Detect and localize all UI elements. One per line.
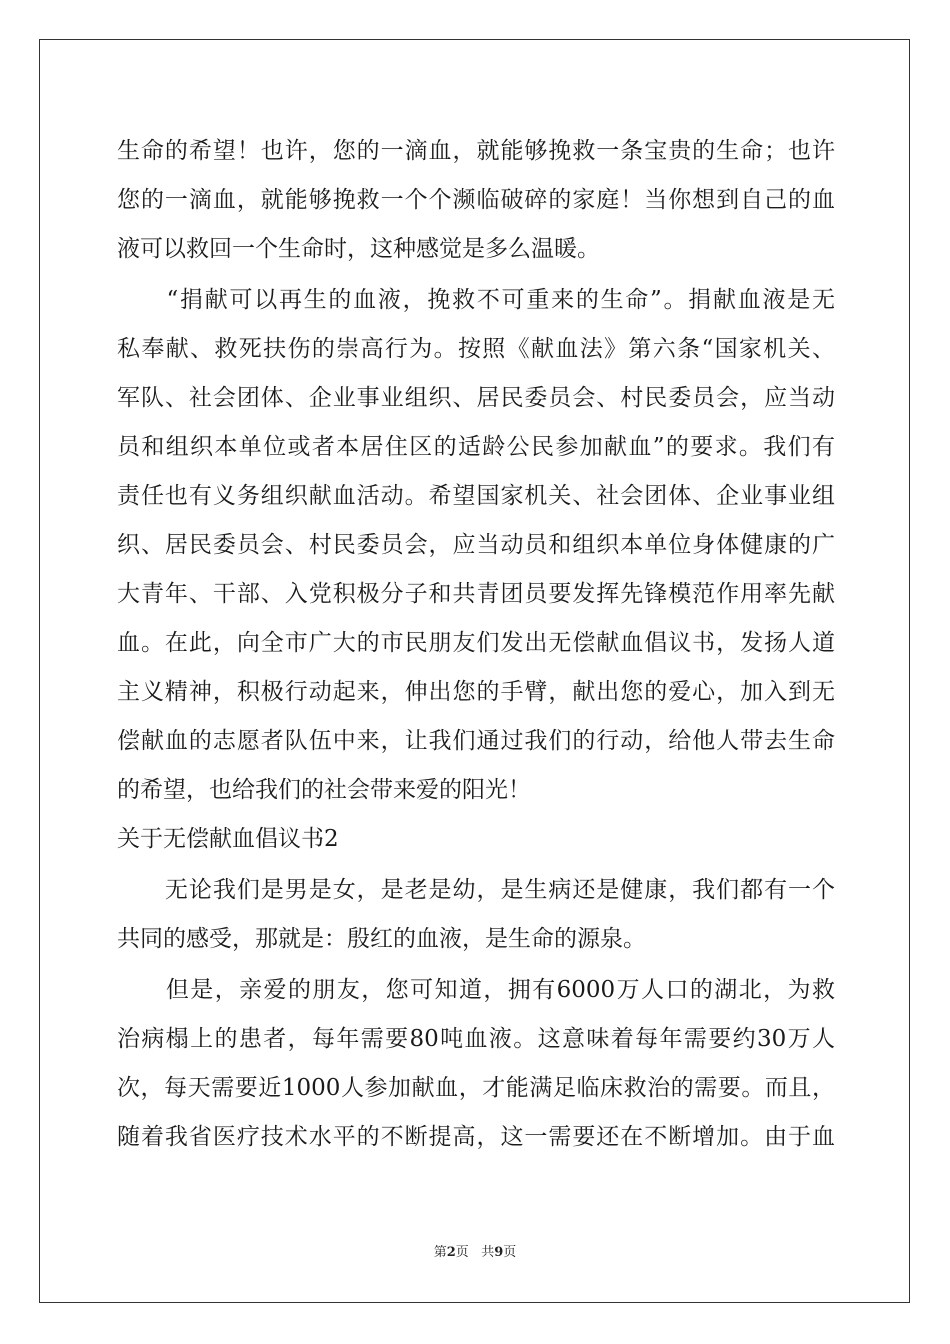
text-line: 大青年、干部、入党积极分子和共青团员要发挥先锋模范作用率先献 (117, 581, 835, 607)
text-line: 织、居民委员会、村民委员会，应当动员和组织本单位身体健康的广 (117, 532, 835, 558)
text-line: 次，每天需要近1000人参加献血，才能满足临床救治的需要。而且， (117, 1075, 835, 1101)
text-line: 主义精神，积极行动起来，伸出您的手臂，献出您的爱心，加入到无 (117, 679, 835, 705)
footer-prefix: 第 (433, 1245, 447, 1260)
text-line: 责任也有义务组织献血活动。希望国家机关、社会团体、企业事业组 (117, 483, 835, 509)
section-heading: 关于无偿献血倡议书2 (117, 826, 339, 852)
text-line: 军队、社会团体、企业事业组织、居民委员会、村民委员会，应当动 (117, 385, 835, 411)
text-line: 您的一滴血，就能够挽救一个个濒临破碎的家庭！当你想到自己的血 (117, 187, 835, 213)
text-line: 液可以救回一个生命时，这种感觉是多么温暖。 (117, 236, 600, 262)
text-line: 治病榻上的患者，每年需要80吨血液。这意味着每年需要约30万人 (117, 1026, 835, 1052)
page-footer (0, 1241, 950, 1260)
current-page-number: 2 (446, 1245, 456, 1260)
text-line: 共同的感受，那就是：殷红的血液，是生命的源泉。 (117, 926, 646, 952)
text-line: 无论我们是男是女，是老是幼，是生病还是健康，我们都有一个 (117, 877, 835, 903)
text-line: 的希望，也给我们的社会带来爱的阳光！ (117, 777, 531, 803)
text-line: 但是，亲爱的朋友，您可知道，拥有6000万人口的湖北，为救 (117, 977, 835, 1003)
text-line: 血。在此，向全市广大的市民朋友们发出无偿献血倡议书，发扬人道 (117, 630, 835, 656)
footer-total-prefix: 共 (481, 1245, 495, 1260)
text-line: 私奉献、救死扶伤的崇高行为。按照《献血法》第六条“国家机关、 (117, 336, 835, 362)
text-line: 偿献血的志愿者队伍中来，让我们通过我们的行动，给他人带去生命 (117, 728, 835, 754)
footer-page-unit: 页 (455, 1245, 469, 1260)
text-line: 随着我省医疗技术水平的不断提高，这一需要还在不断增加。由于血 (117, 1124, 835, 1150)
document-body (117, 127, 835, 1162)
total-page-count: 9 (494, 1245, 504, 1260)
text-line: 生命的希望！也许，您的一滴血，就能够挽救一条宝贵的生命；也许 (117, 138, 835, 164)
text-line: 员和组织本单位或者本居住区的适龄公民参加献血”的要求。我们有 (117, 434, 835, 460)
footer-total-unit: 页 (503, 1245, 517, 1260)
text-line: “捐献可以再生的血液，挽救不可重来的生命”。捐献血液是无 (117, 287, 835, 313)
